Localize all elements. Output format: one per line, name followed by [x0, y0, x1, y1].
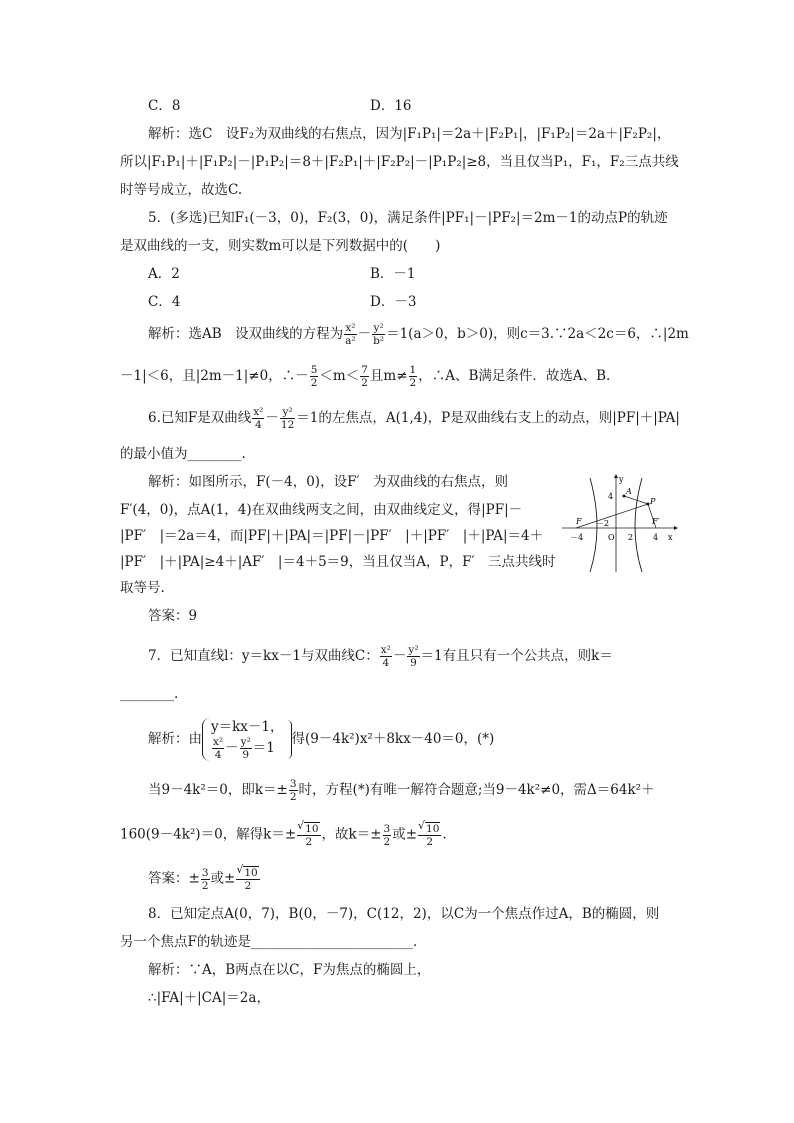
- solution-line: 解析：∵A，B两点在以C，F为焦点的椭圆上，: [148, 962, 431, 978]
- text-span: 时，方程(*)有唯一解符合题意;当9－4k²≠0，需Δ＝64k²＋: [298, 782, 655, 798]
- denominator: 2: [244, 880, 252, 892]
- equation-system: [202, 718, 292, 761]
- text-span: 得(9－4k²)x²＋8kx－40＝0，(*): [291, 731, 495, 747]
- numerator: y²: [280, 406, 295, 419]
- text-span: －: [357, 326, 372, 342]
- numerator: 3: [289, 778, 297, 790]
- solution-line: 解析：选C 设F₂为双曲线的右焦点，因为|F₁P₁|＝2a＋|F₂P₁|，|F₁P₂|＝2a＋|F₂P₂|，: [148, 126, 671, 142]
- fraction: [212, 736, 224, 761]
- text-span: 答案：±: [148, 870, 200, 887]
- question-stem: 的最小值为________.: [120, 446, 246, 462]
- text-span: ＜m＜: [319, 368, 360, 384]
- option-d: D．－3: [370, 294, 417, 310]
- segment-FP: [576, 504, 648, 528]
- text-span: 6.已知F是双曲线: [148, 410, 252, 426]
- system-row: [211, 736, 284, 761]
- fraction: [407, 644, 419, 669]
- denominator: 4: [254, 419, 262, 431]
- solution-line: [120, 822, 447, 848]
- denominator: b²: [373, 335, 385, 347]
- denominator: 2: [289, 791, 297, 803]
- solution-line: 取等号.: [120, 580, 165, 596]
- y-axis-label: y: [619, 475, 624, 484]
- question-stem: 8．已知定点A(0，7)，B(0，－7)，C(12，2)，以C为一个焦点作过A，B的椭圆，则: [148, 906, 660, 922]
- denominator: 12: [280, 419, 295, 431]
- numerator: 1: [409, 364, 417, 376]
- numerator: x²: [345, 322, 356, 334]
- solution-line: 解析：如图所示，F(－4，0)，设F′ 为双曲线的右焦点，则: [148, 474, 509, 490]
- fraction: [418, 822, 441, 848]
- fraction: [310, 364, 319, 389]
- denominator: 4: [382, 657, 390, 669]
- text-span: －: [225, 740, 239, 756]
- numerator: [418, 822, 441, 836]
- fraction: [252, 406, 264, 431]
- right-branch: [635, 478, 642, 572]
- numerator: [297, 822, 320, 836]
- sqrt: √ 10: [425, 822, 440, 835]
- text-span: ，∴A、B满足条件．故选A、B.: [418, 368, 611, 384]
- text-span: ＝1有且只有一个公共点，则k＝: [420, 648, 613, 664]
- text-span: －1|＜6，且|2m－1|≠0，∴－: [120, 368, 309, 384]
- denominator: 9: [242, 749, 250, 761]
- denominator: 2: [409, 377, 417, 389]
- numerator: 7: [361, 364, 368, 376]
- solution-line: 时等号成立，故选C.: [120, 182, 243, 198]
- fraction: [240, 736, 252, 761]
- system-row: y＝kx－1，: [211, 719, 284, 735]
- text-span: .: [442, 826, 447, 843]
- fraction: [380, 644, 392, 669]
- x-axis-arrow: [674, 526, 678, 530]
- fraction: [344, 322, 356, 347]
- answer-line: [148, 866, 261, 892]
- text-span: 或±: [392, 826, 418, 843]
- question-stem: [148, 644, 613, 669]
- numerator: y²: [240, 736, 251, 748]
- tick-label: 4: [608, 492, 614, 501]
- answer-line: 答案：9: [148, 608, 198, 624]
- option-d: D．16: [370, 98, 412, 114]
- text-span: 当9－4k²＝0，即k＝±: [148, 782, 288, 798]
- solution-line: F′(4，0)，点A(1，4)在双曲线两支之间，由双曲线定义，得|PF|－: [120, 502, 523, 518]
- x-axis-label: x: [668, 533, 673, 542]
- denominator: 2: [383, 835, 391, 848]
- denominator: 2: [426, 836, 434, 848]
- segment-AP: [624, 496, 648, 504]
- text-span: －: [265, 410, 279, 426]
- text-span: 解析：选AB 设双曲线的方程为: [148, 326, 344, 342]
- text-span: ，故k＝±: [321, 826, 382, 843]
- solution-line: [148, 778, 655, 803]
- denominator: 2: [201, 879, 209, 892]
- fraction: [383, 823, 392, 848]
- solution-line: [120, 364, 610, 389]
- numerator: 3: [201, 866, 209, 879]
- y-axis-arrow: [614, 474, 618, 478]
- tick-label: －2: [596, 519, 610, 528]
- text-span: ＝1(a＞0，b＞0)，则c＝3.∵2a＜2c＝6，∴|2m: [386, 326, 689, 342]
- numerator: x²: [380, 644, 391, 656]
- tick-label: 4: [653, 533, 659, 542]
- tick-label: 2: [628, 533, 634, 542]
- fraction: [297, 822, 320, 848]
- denominator: 2: [310, 377, 318, 389]
- question-stem: ________.: [120, 686, 179, 702]
- text-span: ＝1的左焦点，A(1,4)，P是双曲线右支上的动点，则|PF|＋|PA|: [296, 410, 680, 426]
- origin-label: O: [608, 533, 615, 542]
- point-label-A: A: [626, 487, 632, 496]
- fraction: [236, 866, 259, 892]
- fraction: [372, 322, 385, 347]
- point-label-Fprime: F′: [652, 517, 660, 526]
- fraction: [280, 406, 295, 431]
- option-c: C．4: [148, 294, 181, 310]
- numerator: 5: [310, 364, 318, 376]
- numerator: y²: [373, 322, 384, 334]
- solution-line: 所以|F₁P₁|＋|F₁P₂|－|P₁P₂|＝8＋|F₂P₁|＋|F₂P₂|－|P₁P₂|≥8，当且仅当P₁，F₁，F₂三点共线: [120, 154, 679, 170]
- solution-line: |PF′ |＝2a＝4，而|PF|＋|PA|＝|PF|－|PF′ |＋|PF′ |＋|PA|＝4＋: [120, 528, 544, 544]
- text-span: 且m≠: [369, 368, 408, 384]
- text-span: 160(9－4k²)＝0，解得k＝±: [120, 826, 297, 843]
- numerator: x²: [213, 736, 224, 748]
- text-span: 解析：由: [148, 731, 202, 747]
- solution-line: [148, 718, 494, 761]
- option-c: C．8: [148, 98, 181, 114]
- fraction: [360, 364, 369, 389]
- text-span: －: [392, 648, 407, 664]
- denominator: 2: [305, 836, 313, 848]
- hyperbola-figure: [560, 474, 678, 574]
- question-stem: 5．(多选)已知F₁(－3，0)，F₂(3，0)，满足条件|PF₁|－|PF₂|＝2m－1的动点P的轨迹: [148, 210, 668, 226]
- question-stem: 另一个焦点F的轨迹是________________________.: [120, 934, 418, 950]
- solution-line: [148, 322, 689, 347]
- sqrt: √ 10: [304, 822, 319, 835]
- denominator: a²: [345, 335, 356, 347]
- numerator: x²: [253, 406, 264, 418]
- option-b: B．－1: [370, 266, 416, 282]
- denominator: 2: [361, 377, 368, 389]
- numerator: [236, 866, 259, 880]
- text-span: 7．已知直线l：y＝kx－1与双曲线C：: [148, 648, 379, 664]
- solution-line: ∴|FA|＋|CA|＝2a，: [148, 990, 270, 1006]
- denominator: 4: [214, 749, 222, 761]
- fraction: [409, 364, 418, 389]
- sqrt: √ 10: [243, 866, 258, 879]
- denominator: 9: [410, 657, 417, 669]
- numerator: 3: [383, 822, 391, 835]
- question-stem: 是双曲线的一支，则实数m可以是下列数据中的( ): [120, 238, 441, 254]
- solution-line: |PF′ |＋|PA|≥4＋|AF′ |＝4＋5＝9，当且仅当A，P，F′ 三点共线时: [120, 554, 556, 570]
- tick-label: －4: [570, 533, 584, 542]
- fraction: [289, 778, 298, 803]
- option-a: A．2: [148, 266, 180, 282]
- point-label-P: P: [650, 497, 656, 506]
- fraction: [201, 867, 210, 892]
- text-span: ＝1: [252, 740, 275, 756]
- question-stem: [148, 406, 680, 431]
- text-span: 或±: [210, 870, 236, 887]
- numerator: y²: [408, 644, 419, 656]
- point-label-F: F: [576, 517, 582, 526]
